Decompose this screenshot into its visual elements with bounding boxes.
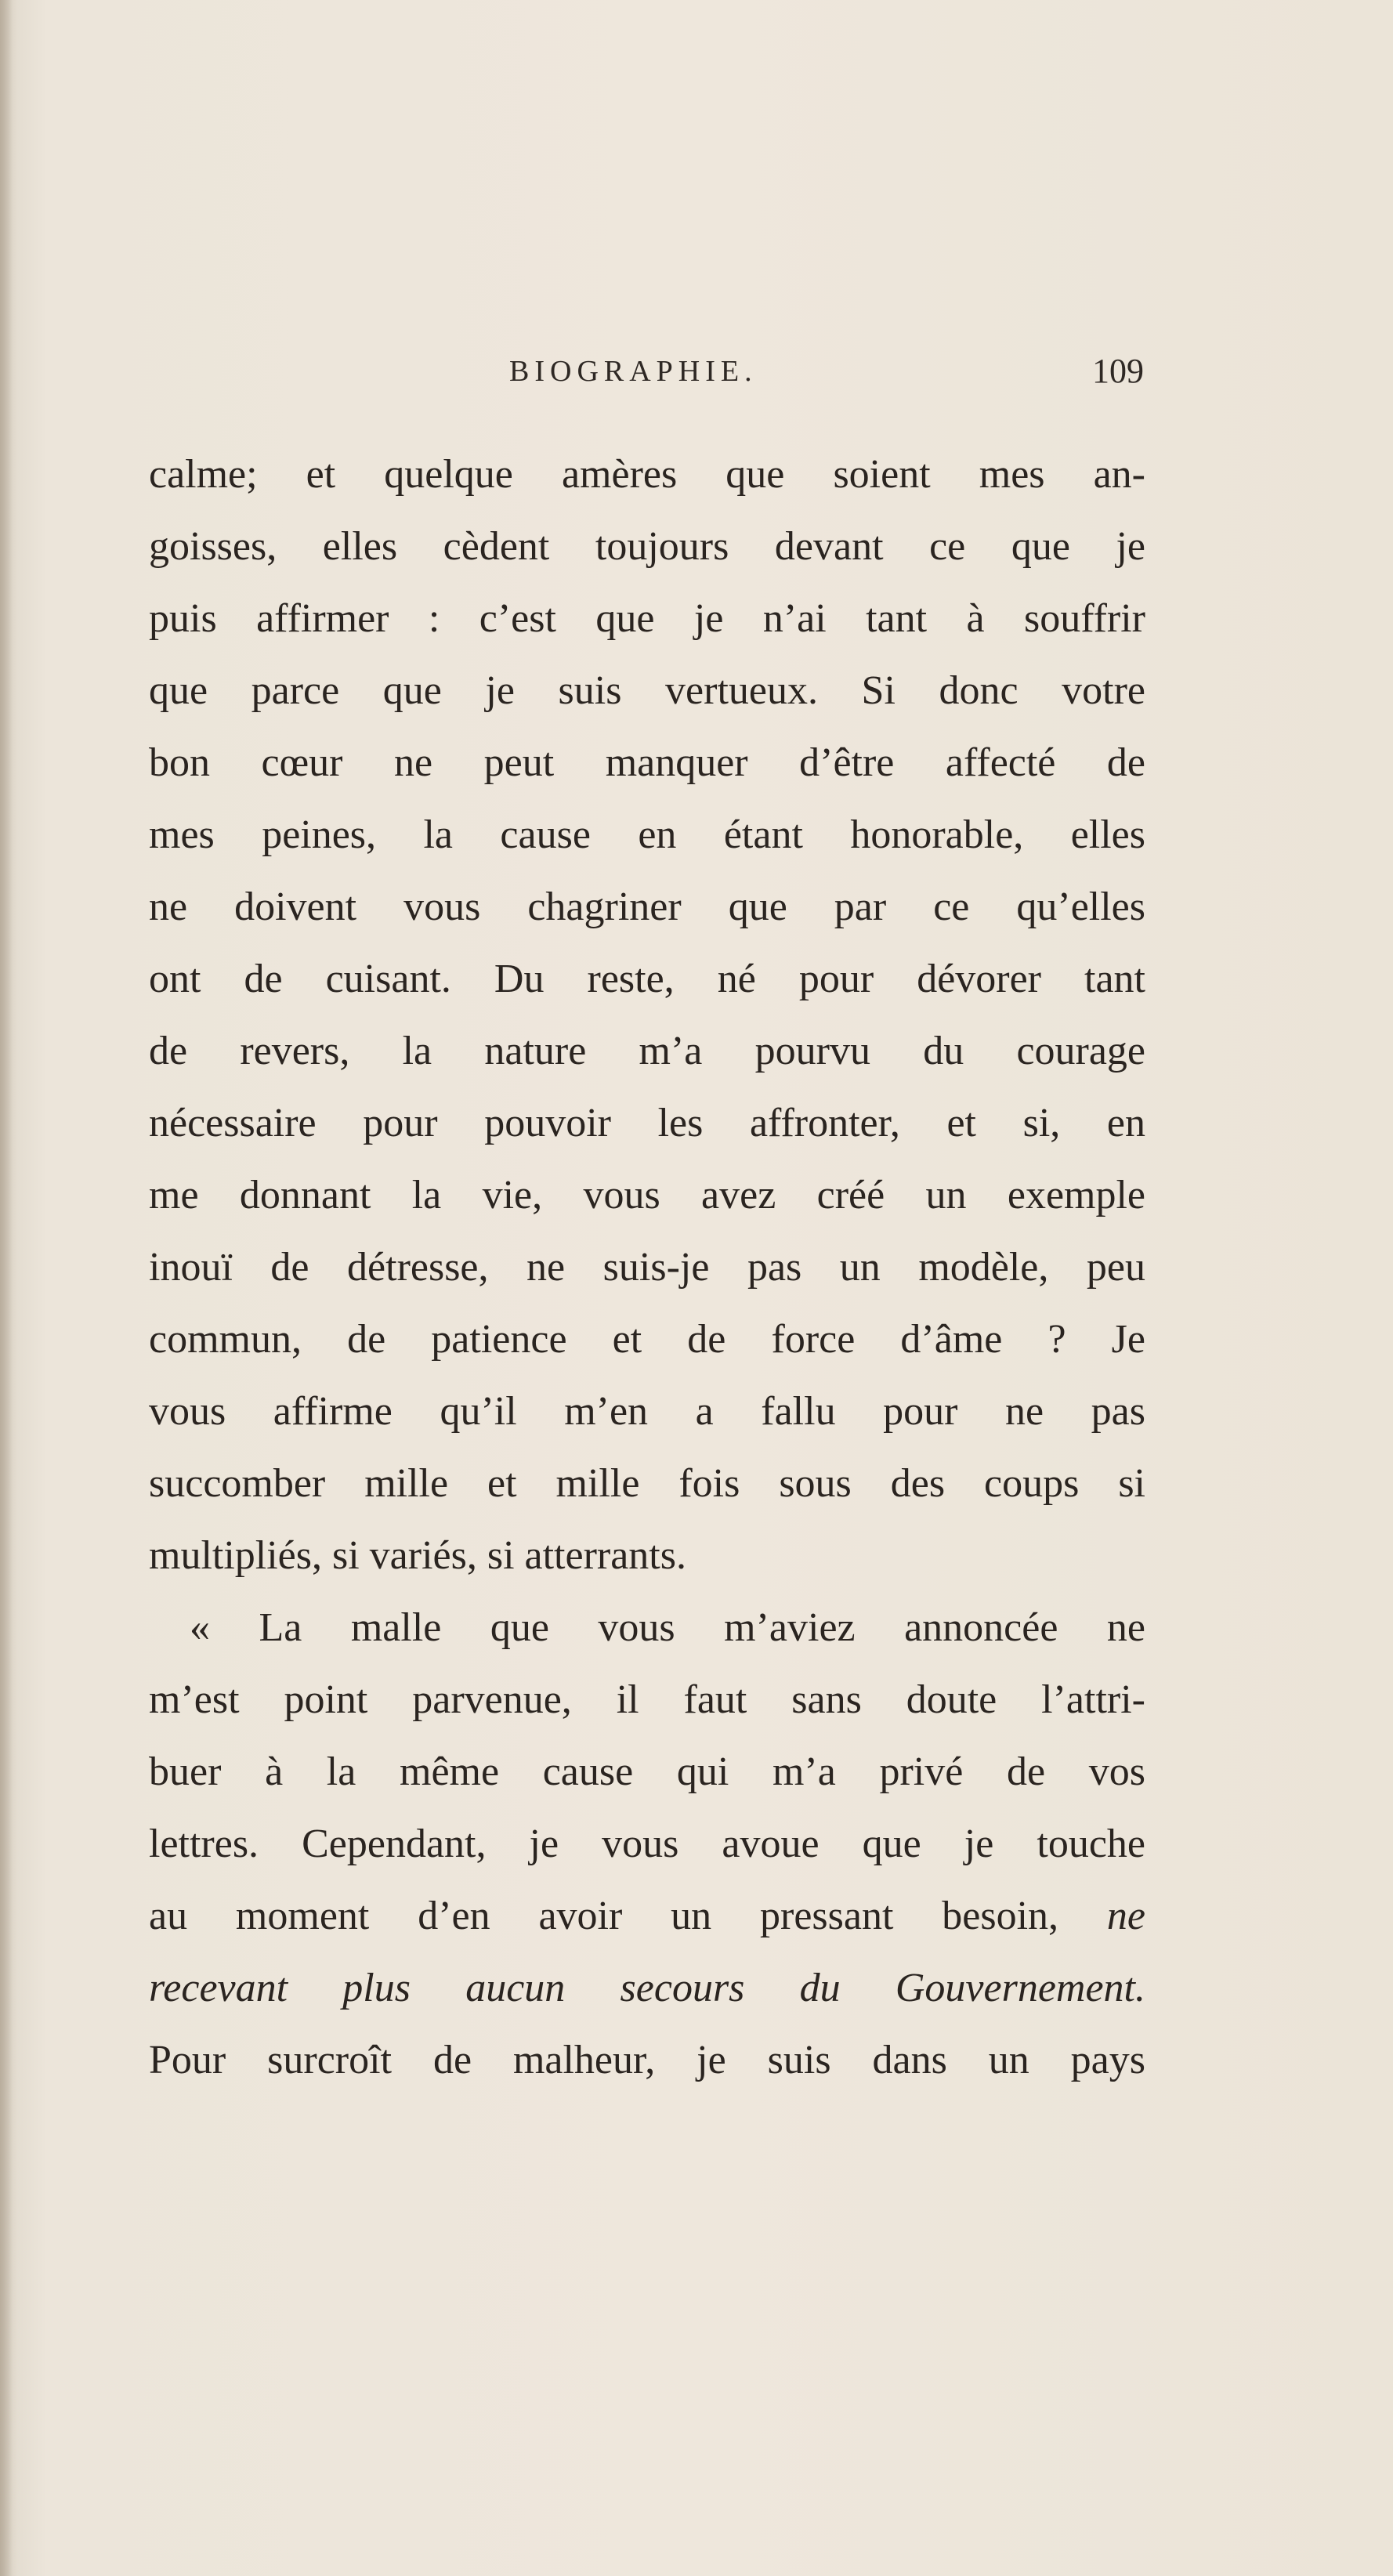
text-line: ne doivent vous chagriner que par ce qu’elles bbox=[149, 885, 1145, 929]
page-number: 109 bbox=[1092, 352, 1144, 390]
text-line: Pour surcroît de malheur, je suis dans un pays bbox=[149, 2038, 1145, 2082]
text-line: goisses, elles cèdent toujours devant ce que je bbox=[149, 524, 1145, 569]
binding-shadow bbox=[0, 0, 13, 2576]
italic-line bbox=[149, 1952, 1145, 2024]
text-line: mes peines, la cause en étant honorable, elles bbox=[149, 812, 1145, 857]
text-line: lettres. Cependant, je vous avoue que je touche bbox=[149, 1822, 1145, 1866]
text-line: inouï de détresse, ne suis-je pas un modèle, peu bbox=[149, 1245, 1145, 1290]
text-line: de revers, la nature m’a pourvu du courage bbox=[149, 1029, 1145, 1073]
italic-segment: ne bbox=[1106, 1894, 1145, 1938]
text-line: vous affirme qu’il m’en a fallu pour ne pas bbox=[149, 1389, 1145, 1434]
paragraph-start-line: « La malle que vous m’aviez annoncée ne bbox=[190, 1605, 1145, 1650]
text-line: m’est point parvenue, il faut sans doute l’attri- bbox=[149, 1677, 1145, 1722]
text-line: puis affirmer : c’est que je n’ai tant à souffrir bbox=[149, 596, 1145, 641]
text-line: succomber mille et mille fois sous des coups si bbox=[149, 1461, 1145, 1506]
text-line: que parce que je suis vertueux. Si donc votre bbox=[149, 668, 1145, 713]
text-line: me donnant la vie, vous avez créé un exemple bbox=[149, 1173, 1145, 1217]
running-title: BIOGRAPHIE. bbox=[509, 355, 758, 388]
text-line-with-italic bbox=[149, 1880, 1145, 1952]
text-line: commun, de patience et de force d’âme ? Je bbox=[149, 1317, 1145, 1362]
paragraph-end-line: multipliés, si variés, si atterrants. bbox=[149, 1533, 686, 1578]
running-head bbox=[149, 354, 1144, 401]
text-line: nécessaire pour pouvoir les affronter, et si, en bbox=[149, 1101, 1145, 1145]
text-line: calme; et quelque amères que soient mes an- bbox=[149, 452, 1145, 497]
italic-segment: recevant plus aucun secours du Gouvernement. bbox=[149, 1966, 1145, 2010]
text-segment: au moment d’en avoir un pressant besoin, bbox=[149, 1894, 1059, 1938]
text-line: buer à la même cause qui m’a privé de vos bbox=[149, 1749, 1145, 1794]
text-body bbox=[149, 439, 1145, 2097]
text-line: ont de cuisant. Du reste, né pour dévorer tant bbox=[149, 957, 1145, 1001]
text-line: bon cœur ne peut manquer d’être affecté de bbox=[149, 740, 1145, 785]
